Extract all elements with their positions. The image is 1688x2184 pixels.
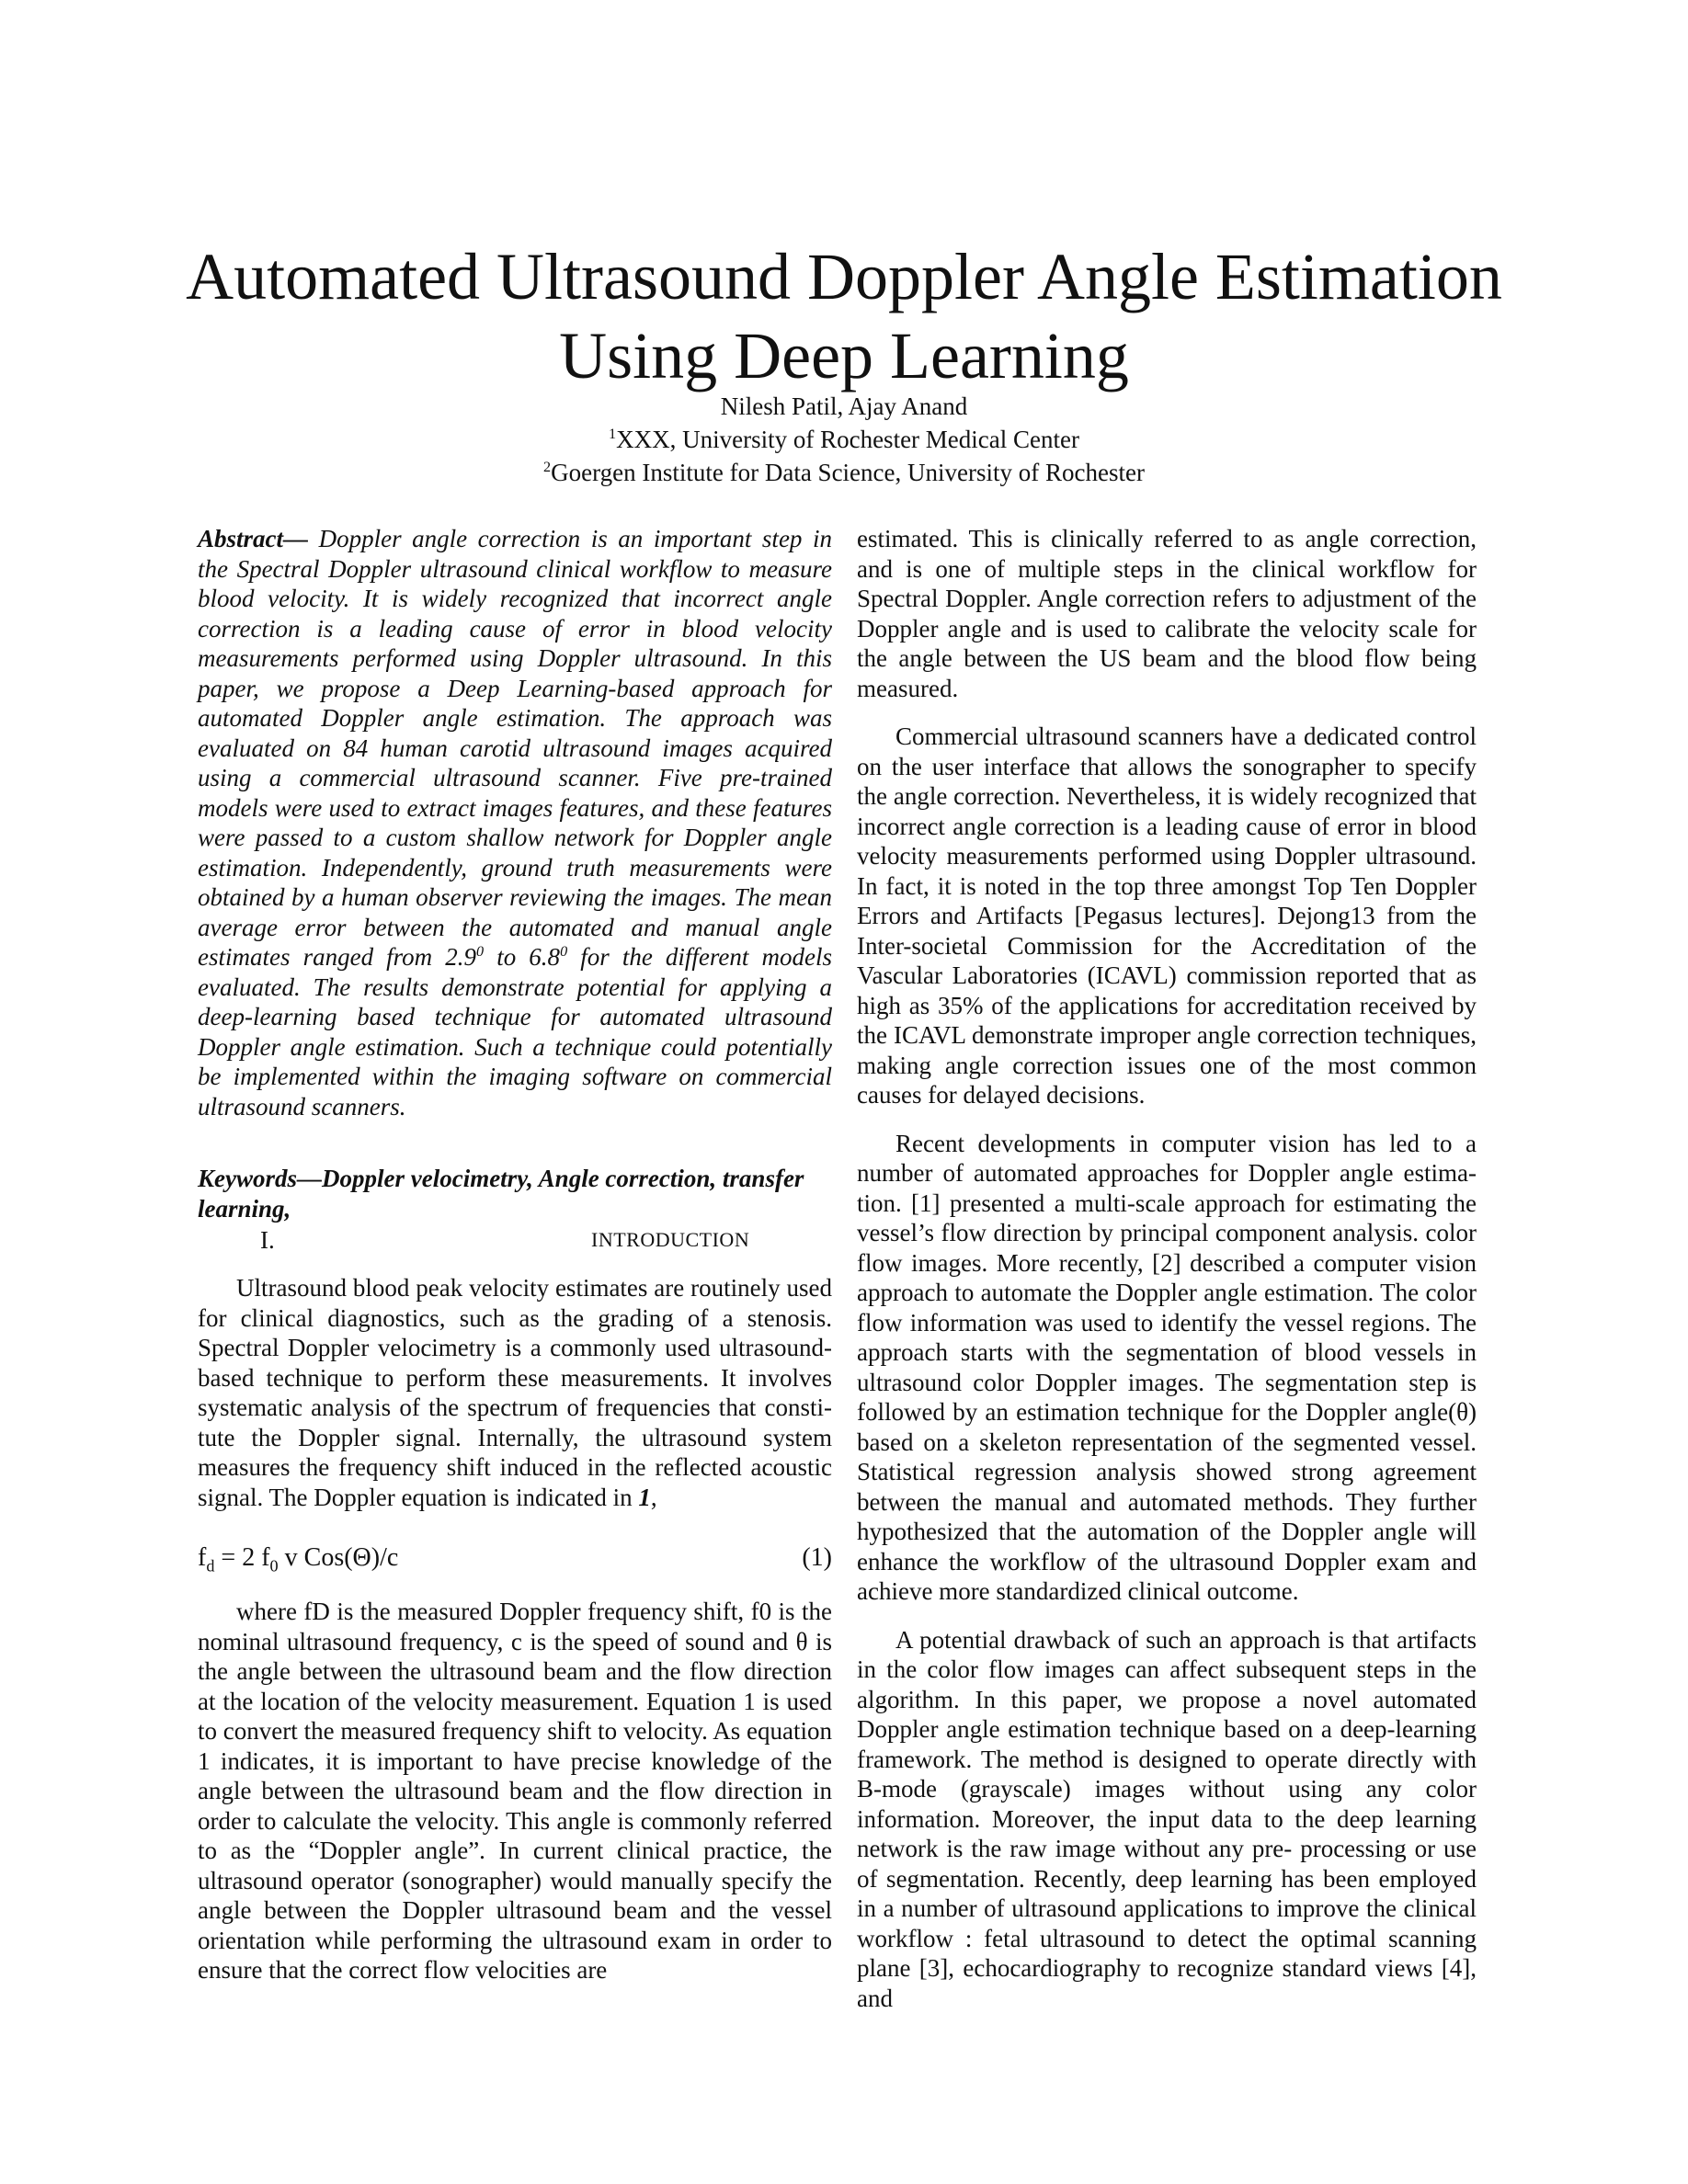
affiliation-1	[92, 423, 1596, 456]
equation-mid: = 2 f	[214, 1543, 270, 1572]
intro-paragraph-1-text: Ultrasound blood peak velocity estimates are routinely used for clinical diagnostics, such as the grading of a stenosis. Spectral Doppler velocimetry is a commonly used ultrasound- based technique to perform these measurements. It involves systematic analysis of the spectrum of frequencies that consti- tute the Doppler signal. Internally, the ultrasound system measures the frequency shift induced in the reflected acoustic signal. The Doppler equation is indicated in	[198, 1274, 832, 1511]
authors: Nilesh Patil, Ajay Anand	[720, 392, 968, 420]
section-number: I.	[260, 1226, 275, 1254]
equation-f: f	[198, 1543, 207, 1572]
affiliation-1-mark: 1	[609, 426, 617, 442]
degree-mark: 0	[476, 943, 485, 960]
right-column	[857, 524, 1477, 2013]
right-paragraph-4: A potential drawback of such an approach is that artifacts in the color flow images can affect subsequent steps in the algorithm. In this paper, we propose a novel automated Doppler angle estimation technique based on a deep-learning framework. The method is designed to operate directly with B-mode (grayscale) images without using any color information. Moreover, the input data to the deep learning network is the raw image without any pre- processing or use of segmentation. Recently, deep learning has been employed in a number of ultrasound applications to improve the clinical workflow : fetal ultrasound to detect the optimal scanning plane [3], echocardiography to recognize standard views [4], and	[857, 1625, 1477, 2012]
abstract-mid: to 6.8	[484, 943, 561, 971]
keywords: Keywords—Doppler velocimetry, Angle correction, transfer learning,	[198, 1165, 804, 1223]
right-paragraph-1: estimated. This is clinically referred to as angle correction, and is one of multiple steps in the clinical workflow for Spectral Doppler. Angle correction refers to adjustment of the Doppler angle and is used to calibrate the velocity scale for the angle between the US beam and the blood flow being measured.	[857, 525, 1477, 702]
equation-rest: v Cos(Θ)/c	[278, 1543, 399, 1572]
paper-title	[92, 237, 1596, 395]
equation-sub-d: d	[206, 1556, 215, 1575]
equation-reference: 1	[638, 1483, 651, 1511]
equation-sub-0: 0	[269, 1556, 279, 1575]
author-block	[92, 390, 1596, 489]
abstract-text: Doppler angle correction is an important step in the Spectral Doppler ultrasound clinical workflow to measure blood velocity. It is widely recognized that incorrect angle correction is a leading cause of error in blood velocity measurements performed using Doppler ultrasound. In this paper, we propose a Deep Learning-based approach for automated Doppler angle estimation. The approach was evaluated on 84 human carotid ultrasound images acquired using a commercial ultrasound scanner. Five pre-trained models were used to extract images features, and these features were passed to a custom shallow network for Doppler angle estimation. Independently, ground truth measurements were obtained by a human observer reviewing the images. The mean average error between the automated and manual angle estimates ranged from 2.9	[198, 525, 832, 971]
section-name: INTRODUCTION	[591, 1228, 750, 1251]
affiliation-2-text: Goergen Institute for Data Science, University of Rochester	[551, 459, 1145, 486]
title-line-2: Using Deep Learning	[559, 319, 1129, 392]
right-paragraph-2: Commercial ultrasound scanners have a dedicated control on the user interface that allows the sonographer to specify the angle correction. Nevertheless, it is widely recognized that incorrect angle correction is a leading cause of error in blood velocity measurements performed using Doppler ultrasound. In fact, it is noted in the top three amongst Top Ten Doppler Errors and Artifacts [Pegasus lectures]. Dejong13 from the Inter-societal Commission for the Accreditation of the Vascular Laboratories (ICAVL) commission reported that as high as 35% of the applications for accreditation received by the ICAVL demonstrate improper angle correction techniques, making angle correction issues one of the most common causes for delayed decisions.	[857, 722, 1477, 1109]
intro-paragraph-1-end: ,	[650, 1483, 657, 1511]
intro-paragraph-2: where fD is the measured Doppler frequency shift, f0 is the nominal ultrasound frequency, c is the speed of sound and θ is the angle between the ultrasound beam and the flow direction at the location of the velocity measurement. Equation 1 is used to convert the measured frequency shift to velocity. As equation 1 indicates, it is important to have precise knowledge of the angle between the ultrasound beam and the flow direction in order to calculate the velocity. This angle is commonly referred to as the “Doppler angle”. In current clinical practice, the ultrasound operator (sonographer) would manually specify the angle between the Doppler ultrasound beam and the vessel orientation while performing the ultrasound exam in order to ensure that the correct flow velocities are	[198, 1598, 832, 1984]
abstract-tail: for the different models evaluated. The results demonstrate potential for applying a deep-learning based technique for automated ultrasound Doppler angle estimation. Such a technique could potentially be implemented within the imaging software on commercial ultrasound scanners.	[198, 943, 832, 1120]
right-paragraph-3: Recent developments in computer vision has led to a number of automated approaches for Doppler angle estima- tion. [1] presented a multi-scale approach for estimating the vessel’s flow direction by principal component analysis. color flow images. More recently, [2] described a computer vision approach to automate the Doppler angle estimation. The color flow information was used to identify the vessel regions. The approach starts with the segmentation of blood vessels in ultrasound color Doppler images. The segmentation step is followed by an estimation technique for the Doppler angle(θ) based on a skeleton representation of the segmented vessel. Statistical regression analysis showed strong agreement between the manual and automated methods. They further hypothesized that the automation of the Doppler angle will enhance the workflow of the ultrasound Doppler exam and achieve more standardized clinical outcome.	[857, 1129, 1477, 1605]
abstract-lead: Abstract—	[198, 525, 309, 552]
equation-text	[198, 1540, 398, 1576]
equation-number: (1)	[802, 1543, 832, 1572]
affiliation-2-mark: 2	[543, 459, 552, 475]
left-column	[198, 524, 832, 1985]
affiliation-1-text: XXX, University of Rochester Medical Center	[616, 426, 1079, 453]
degree-mark: 0	[560, 943, 568, 960]
title-line-1: Automated Ultrasound Doppler Angle Estimation	[186, 240, 1502, 313]
intro-paragraph-1	[198, 1273, 832, 1512]
abstract	[198, 524, 832, 1121]
section-heading-introduction	[198, 1223, 832, 1257]
affiliation-2	[92, 456, 1596, 489]
equation-1	[198, 1540, 832, 1576]
